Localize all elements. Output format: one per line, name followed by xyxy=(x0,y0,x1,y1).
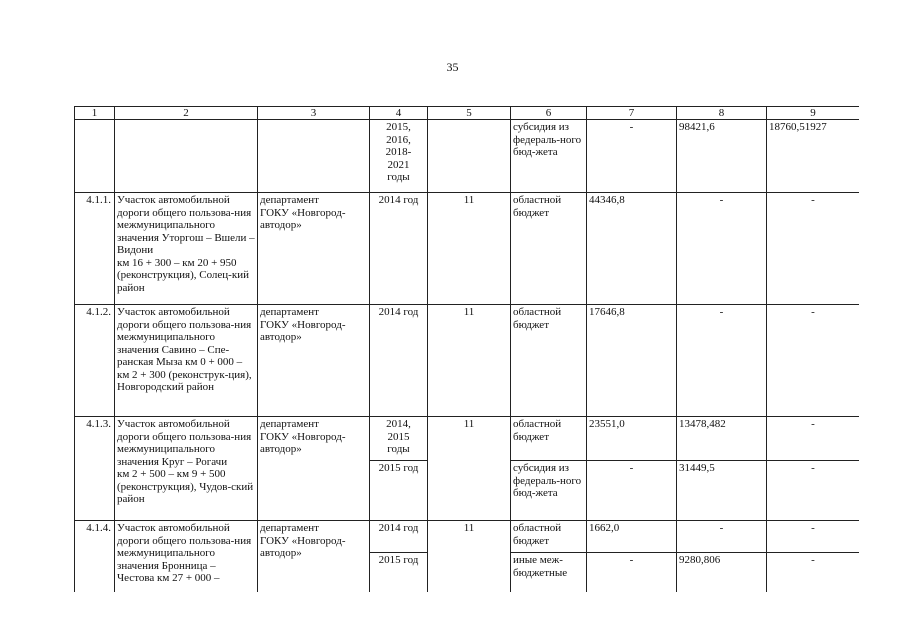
program-table-container xyxy=(74,106,859,592)
cell-number: 4.1.2. xyxy=(75,305,115,417)
cell-object xyxy=(115,120,258,193)
cell-period: 2014, 2015 годы xyxy=(370,417,428,461)
cell-period: 2015 год xyxy=(370,553,428,593)
header-cell: 9 xyxy=(767,107,860,120)
header-cell: 3 xyxy=(258,107,370,120)
cell-object: Участок автомобильной дороги общего пользова-ния межмуниципального значения Уторгош – Вшели – Видони км 16 + 300 – км 20 + 950 (реконструкция), Солец-кий район xyxy=(115,193,258,305)
cell-year-1: 23551,0 xyxy=(587,417,677,461)
table-row xyxy=(75,521,860,553)
cell-period: 2014 год xyxy=(370,521,428,553)
cell-executor: департамент ГОКУ «Новгород-автодор» xyxy=(258,521,370,593)
header-cell: 7 xyxy=(587,107,677,120)
table-row xyxy=(75,120,860,193)
cell-target: 11 xyxy=(428,193,511,305)
cell-year-3: 18760,51927 xyxy=(767,120,860,193)
cell-year-2: - xyxy=(677,305,767,417)
cell-year-2: 31449,5 xyxy=(677,461,767,521)
header-cell: 8 xyxy=(677,107,767,120)
cell-executor xyxy=(258,120,370,193)
cell-year-1: 44346,8 xyxy=(587,193,677,305)
cell-year-1: - xyxy=(587,120,677,193)
cell-source: субсидия из федераль-ного бюд-жета xyxy=(511,120,587,193)
cell-number: 4.1.4. xyxy=(75,521,115,593)
cell-year-2: 13478,482 xyxy=(677,417,767,461)
cell-year-1: 1662,0 xyxy=(587,521,677,553)
header-cell: 4 xyxy=(370,107,428,120)
cell-target: 11 xyxy=(428,305,511,417)
cell-source: областной бюджет xyxy=(511,193,587,305)
header-cell: 2 xyxy=(115,107,258,120)
cell-year-2: 9280,806 xyxy=(677,553,767,593)
cell-period: 2015, 2016, 2018- 2021 годы xyxy=(370,120,428,193)
cell-object: Участок автомобильной дороги общего пользова-ния межмуниципального значения Бронница – Честова км 27 + 000 – xyxy=(115,521,258,593)
cell-year-3: - xyxy=(767,417,860,461)
cell-year-1: - xyxy=(587,461,677,521)
cell-number xyxy=(75,120,115,193)
cell-executor: департамент ГОКУ «Новгород-автодор» xyxy=(258,417,370,521)
table-row xyxy=(75,305,860,417)
cell-year-3: - xyxy=(767,521,860,553)
cell-target xyxy=(428,120,511,193)
cell-year-2: - xyxy=(677,521,767,553)
cell-source: иные меж-бюджетные xyxy=(511,553,587,593)
cell-source: субсидия из федераль-ного бюд-жета xyxy=(511,461,587,521)
cell-year-3: - xyxy=(767,553,860,593)
header-cell: 1 xyxy=(75,107,115,120)
program-table xyxy=(74,106,859,592)
cell-year-3: - xyxy=(767,193,860,305)
cell-year-3: - xyxy=(767,461,860,521)
cell-object: Участок автомобильной дороги общего пользова-ния межмуниципального значения Савино – Спе-ранская Мыза км 0 + 000 – км 2 + 300 (реконструк-ция), Новгородский район xyxy=(115,305,258,417)
cell-year-1: 17646,8 xyxy=(587,305,677,417)
cell-year-2: - xyxy=(677,193,767,305)
cell-period: 2014 год xyxy=(370,305,428,417)
cell-target: 11 xyxy=(428,521,511,593)
cell-year-3: - xyxy=(767,305,860,417)
page-number: 35 xyxy=(446,60,459,74)
cell-source: областной бюджет xyxy=(511,305,587,417)
cell-source: областной бюджет xyxy=(511,417,587,461)
cell-period: 2014 год xyxy=(370,193,428,305)
cell-number: 4.1.3. xyxy=(75,417,115,521)
header-cell: 5 xyxy=(428,107,511,120)
header-cell: 6 xyxy=(511,107,587,120)
header-row xyxy=(75,107,860,120)
cell-number: 4.1.1. xyxy=(75,193,115,305)
cell-period: 2015 год xyxy=(370,461,428,521)
table-row xyxy=(75,417,860,461)
cell-source: областной бюджет xyxy=(511,521,587,553)
cell-executor: департамент ГОКУ «Новгород-автодор» xyxy=(258,305,370,417)
cell-year-1: - xyxy=(587,553,677,593)
cell-object: Участок автомобильной дороги общего пользова-ния межмуниципального значения Круг – Рогачи км 2 + 500 – км 9 + 500 (реконструкция), Чудов-ский район xyxy=(115,417,258,521)
cell-executor: департамент ГОКУ «Новгород-автодор» xyxy=(258,193,370,305)
cell-year-2: 98421,6 xyxy=(677,120,767,193)
cell-target: 11 xyxy=(428,417,511,521)
table-row xyxy=(75,193,860,305)
